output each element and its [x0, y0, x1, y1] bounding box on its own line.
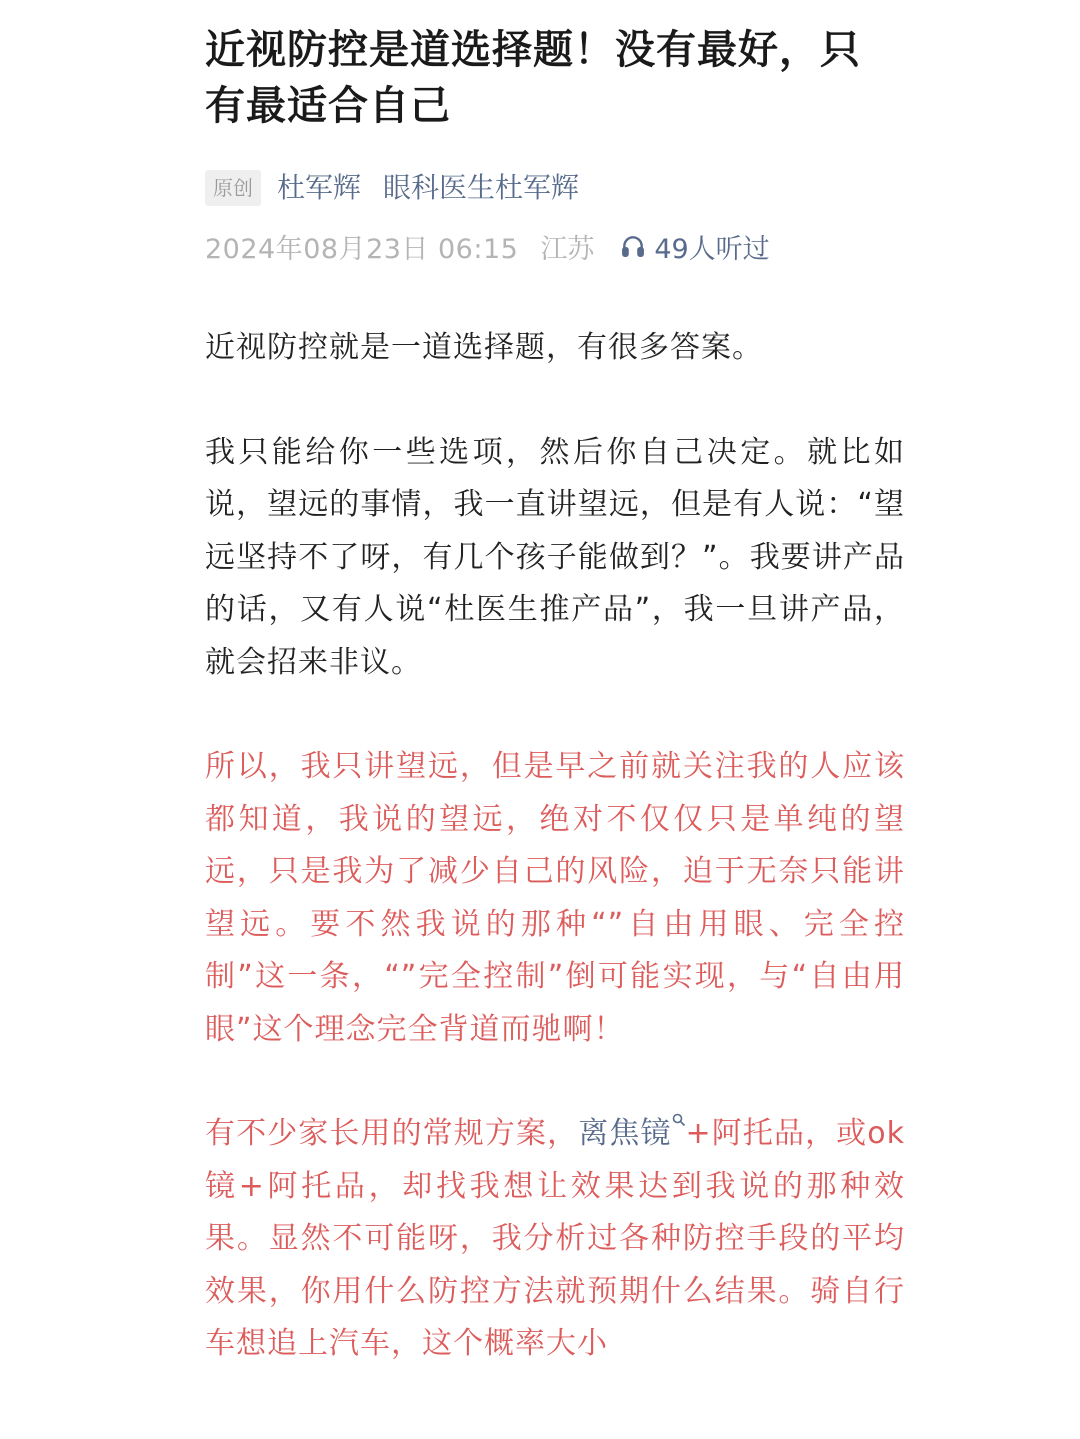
- paragraph-1: 近视防控就是一道选择题，有很多答案。: [205, 330, 763, 365]
- paragraph-4-text-before: 有不少家长用的常规方案，: [205, 1116, 579, 1151]
- original-badge: 原创: [205, 170, 261, 206]
- author-link[interactable]: 杜军辉: [277, 171, 362, 204]
- account-name-link[interactable]: 眼科医生杜军辉: [383, 171, 580, 204]
- paragraph-4-text-after: +阿托品，或ok镜+阿托品，却找我想让效果达到我说的那种效果。显然不可能呀，我分析过各种防控手段的平均效果，你用什么防控方法就预期什么结果。骑自行车想追上汽车，这个概率大小: [205, 1116, 906, 1361]
- publish-date: 2024年08月23日 06:15: [205, 233, 519, 265]
- paragraph-4: [205, 1108, 905, 1371]
- keyword-search-link[interactable]: [578, 1116, 685, 1151]
- article-meta: [205, 168, 905, 208]
- listen-count: 49人听过: [654, 233, 770, 265]
- paragraph-3: 所以，我只讲望远，但是早之前就关注我的人应该都知道，我说的望远，绝对不仅仅只是单纯的望远，只是我为了减少自己的风险，迫于无奈只能讲望远。要不然我说的那种“”自由用眼、完全控制”这一条，“”完全控制”倒可能实现，与“自由用眼”这个理念完全背道而驰啊！: [205, 749, 905, 1047]
- publish-info: [205, 226, 905, 266]
- headphones-icon: [620, 233, 646, 259]
- publish-region: 江苏: [540, 233, 595, 265]
- paragraph-2: 我只能给你一些选项，然后你自己决定。就比如说，望远的事情，我一直讲望远，但是有人说：“望远坚持不了呀，有几个孩子能做到？”。我要讲产品的话，又有人说“杜医生推产品”，我一旦讲产品，就会招来非议。: [205, 434, 905, 680]
- keyword-search-text: 离焦镜: [578, 1116, 672, 1151]
- article: [205, 22, 905, 1423]
- listen-button[interactable]: [620, 227, 769, 266]
- magnifier-icon: [672, 1112, 686, 1131]
- article-title: 近视防控是道选择题！没有最好，只有最适合自己: [205, 27, 861, 129]
- article-content: [205, 322, 905, 1371]
